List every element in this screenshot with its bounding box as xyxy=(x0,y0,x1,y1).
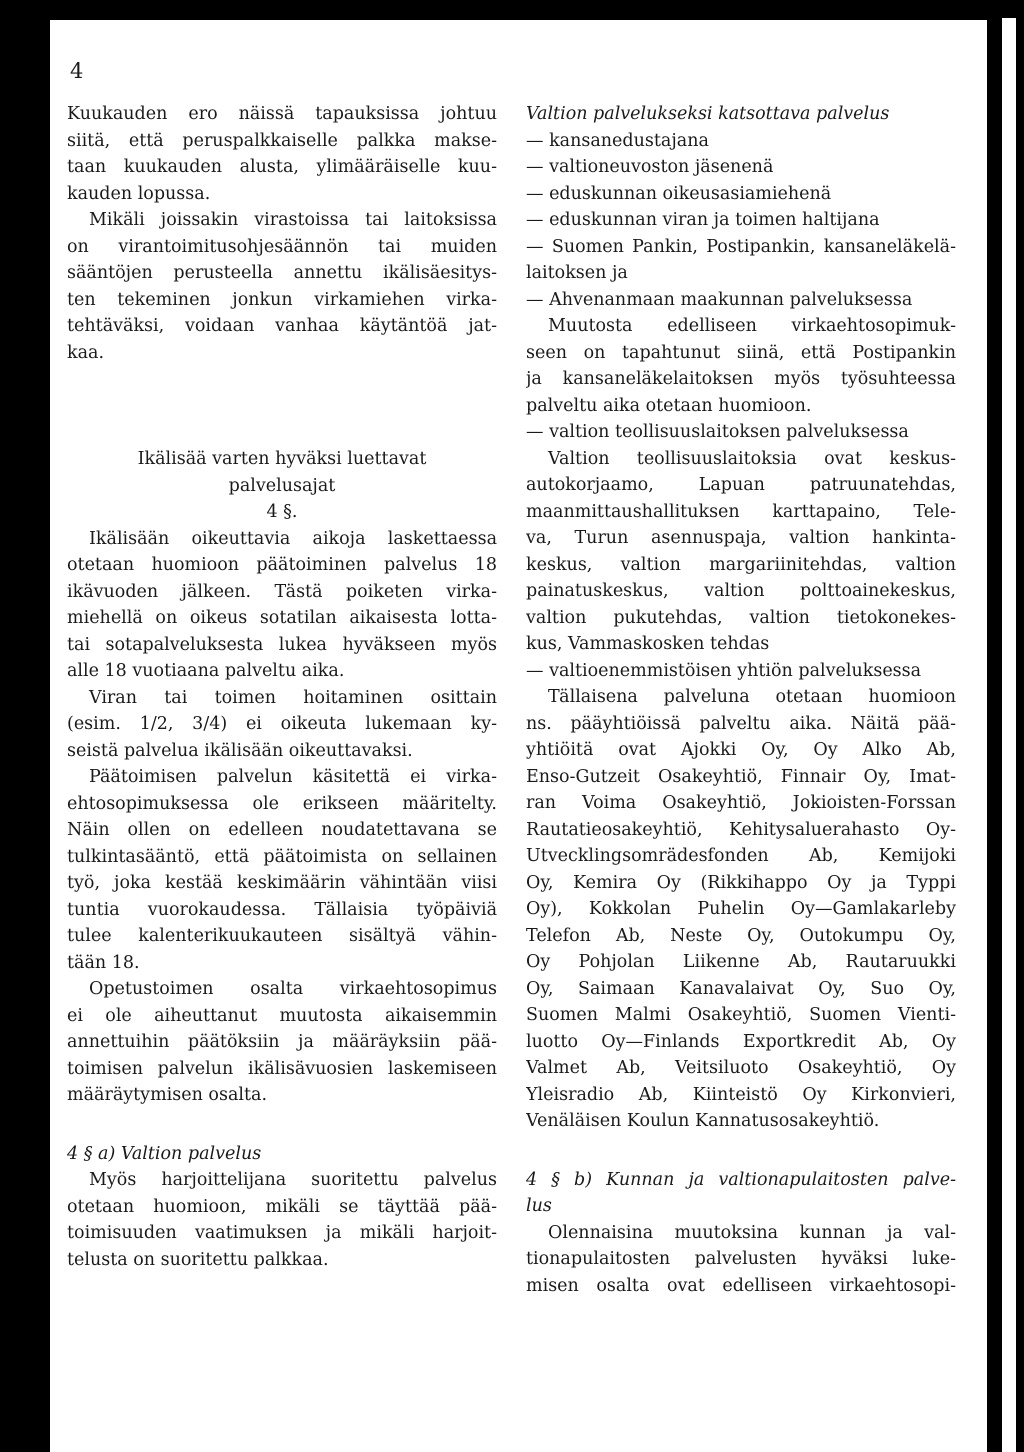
paragraph-line: toimisuuden vaatimuksen ja mikäli harjoit- xyxy=(67,1223,497,1243)
paragraph-line: palveltu aika otetaan huomioon. xyxy=(526,395,812,416)
paragraph-line: Olennaisina muutoksina kunnan ja val- xyxy=(548,1222,956,1243)
section-mark: 4 §. xyxy=(266,502,298,522)
paragraph-line: Telefon Ab, Neste Oy, Outokumpu Oy, xyxy=(526,925,956,946)
subsection-heading: 4 § b) Kunnan ja valtionapulaitosten palve- xyxy=(526,1169,956,1190)
paragraph-line: ei ole aiheuttanut muutosta aikaisemmin xyxy=(67,1005,497,1026)
paragraph-line: tuntia vuorokaudessa. Tällaisia työpäiviä xyxy=(67,899,497,920)
list-item: — eduskunnan viran ja toimen haltijana xyxy=(526,210,880,230)
paragraph-line: toimisen palvelun ikälisävuosien laskemiseen xyxy=(67,1058,497,1079)
paragraph-line: Venäläisen Koulun Kannatusosakeyhtiö. xyxy=(526,1111,880,1131)
paragraph-line: työ, joka kestää keskimäärin vähintään viisi xyxy=(67,873,497,893)
paragraph-line: Oy, Kemira Oy (Rikkihappo Oy ja Typpi xyxy=(526,872,956,893)
section-heading: Ikälisää varten hyväksi luettavat xyxy=(137,449,427,469)
paragraph-line: va, Turun asennuspaja, valtion hankinta- xyxy=(526,528,956,548)
paragraph-line: (esim. 1/2, 3/4) ei oikeuta lukemaan ky- xyxy=(67,714,497,734)
list-item: — valtion teollisuuslaitoksen palveluksessa xyxy=(526,422,909,442)
paragraph-line: kauden lopussa. xyxy=(67,183,211,204)
paragraph-line: tulkintasääntö, että päätoimista on sellainen xyxy=(67,846,497,867)
paragraph-line: painatuskeskus, valtion polttoainekeskus, xyxy=(526,581,956,601)
paragraph-line: otetaan huomioon, mikäli se täyttää pää- xyxy=(67,1196,497,1217)
paragraph-line: luotto Oy—Finlands Exportkredit Ab, Oy xyxy=(526,1031,956,1052)
paragraph-line: Ikälisään oikeuttavia aikoja laskettaessa xyxy=(89,528,497,549)
paragraph-line: määräytymisen osalta. xyxy=(67,1085,268,1105)
paragraph-line: alle 18 vuotiaana palveltu aika. xyxy=(67,661,345,681)
document-page xyxy=(50,20,987,1452)
paragraph-line: Oy Pohjolan Liikenne Ab, Rautaruukki xyxy=(526,952,956,972)
paragraph-line: otetaan huomioon päätoiminen palvelus 18 xyxy=(67,555,497,575)
list-item: — kansanedustajana xyxy=(526,130,709,151)
left-column xyxy=(67,101,497,1273)
paragraph-line: Utvecklingsomrädesfonden Ab, Kemijoki xyxy=(526,846,956,866)
paragraph-line: kaa. xyxy=(67,342,105,363)
paragraph-line: yhtiöitä ovat Ajokki Oy, Oy Alko Ab, xyxy=(526,740,956,760)
paragraph-line: ja kansaneläkelaitoksen myös työsuhteessa xyxy=(526,369,956,389)
paragraph-line: Oy), Kokkolan Puhelin Oy—Gamlakarleby xyxy=(526,899,956,919)
paragraph-line: Tällaisena palveluna otetaan huomioon xyxy=(548,687,956,707)
paragraph-line: autokorjaamo, Lapuan patruunatehdas, xyxy=(526,475,956,495)
paragraph-line: Yleisradio Ab, Kiinteistö Oy Kirkonvieri, xyxy=(526,1084,956,1105)
paragraph-line: seistä palvelua ikälisään oikeuttavaksi. xyxy=(67,740,413,761)
paragraph-line: Enso-Gutzeit Osakeyhtiö, Finnair Oy, Imat- xyxy=(526,766,956,787)
paragraph-line: Oy, Saimaan Kanavalaivat Oy, Suo Oy, xyxy=(526,978,956,999)
paragraph-line: ehtosopimuksessa ole erikseen määritelty. xyxy=(67,793,497,814)
paragraph-line: valtion pukutehdas, valtion tietokonekes- xyxy=(526,607,956,628)
paragraph-line: tään 18. xyxy=(67,952,140,973)
paragraph-line: Muutosta edelliseen virkaehtosopimuk- xyxy=(548,316,956,336)
paragraph-line: keskus, valtion margariinitehdas, valtion xyxy=(526,554,956,575)
paragraph-line: ns. pääyhtiöissä palveltu aika. Näitä pää- xyxy=(526,713,956,734)
paragraph-line: ikävuoden jälkeen. Tästä poiketen virka- xyxy=(67,581,497,602)
subsection-heading: 4 § a) Valtion palvelus xyxy=(67,1143,262,1164)
paragraph-line: taan kuukauden alusta, ylimääräiselle kuu- xyxy=(67,157,497,177)
paragraph-line: Näin ollen on edelleen noudatettavana se xyxy=(67,820,497,840)
scan-edge-strip xyxy=(1002,18,1016,1452)
paragraph-line: ten tekeminen jonkun virkamiehen virka- xyxy=(67,289,497,310)
paragraph-line: Rautatieosakeyhtiö, Kehitysaluerahasto Oy- xyxy=(526,819,956,840)
subsection-heading: Valtion palvelukseksi katsottava palvelus xyxy=(526,104,890,124)
paragraph-line: misen osalta ovat edelliseen virkaehtosopi- xyxy=(526,1275,956,1296)
paragraph-line: Viran tai toimen hoitaminen osittain xyxy=(89,687,497,708)
section-heading: palvelusajat xyxy=(228,475,336,496)
paragraph-line: tai sotapalveluksesta lukea hyväkseen myös xyxy=(67,634,497,655)
paragraph-line: Valtion teollisuuslaitoksia ovat keskus- xyxy=(548,448,956,469)
paragraph-line: miehellä on oikeus sotatilan aikaisesta lotta- xyxy=(67,608,497,628)
paragraph-line: telusta on suoritettu palkkaa. xyxy=(67,1249,329,1270)
page-number: 4 xyxy=(70,59,84,83)
paragraph-line: Suomen Malmi Osakeyhtiö, Suomen Vienti- xyxy=(526,1005,956,1025)
paragraph-line: tehtäväksi, voidaan vanhaa käytäntöä jat- xyxy=(67,316,497,336)
right-column xyxy=(526,101,956,1299)
paragraph-line: Kuukauden ero näissä tapauksissa johtuu xyxy=(67,104,497,124)
paragraph-line: seen on tapahtunut siinä, että Postipankin xyxy=(526,342,956,363)
paragraph-line: tulee kalenterikuukauteen sisältyä vähin- xyxy=(67,926,497,946)
paragraph-line: tionapulaitosten palvelusten hyväksi luke- xyxy=(526,1249,956,1269)
list-item: — valtioneuvoston jäsenenä xyxy=(526,157,774,177)
list-item: laitoksen ja xyxy=(526,263,628,283)
paragraph-line: kus, Vammaskosken tehdas xyxy=(526,634,770,654)
paragraph-line: ran Voima Osakeyhtiö, Jokioisten-Forssan xyxy=(526,793,956,813)
list-item: — Suomen Pankin, Postipankin, kansaneläkelä- xyxy=(526,236,956,257)
paragraph-line: Myös harjoittelijana suoritettu palvelus xyxy=(89,1170,497,1190)
paragraph-line: sääntöjen perusteella annettu ikälisäesitys- xyxy=(67,263,497,283)
list-item: — eduskunnan oikeusasiamiehenä xyxy=(526,183,832,204)
paragraph-line: Mikäli joissakin virastoissa tai laitoksissa xyxy=(89,210,497,230)
list-item: — Ahvenanmaan maakunnan palveluksessa xyxy=(526,289,913,310)
paragraph-line: Opetustoimen osalta virkaehtosopimus xyxy=(89,979,497,999)
paragraph-line: Päätoimisen palvelun käsitettä ei virka- xyxy=(89,767,497,787)
paragraph-line: siitä, että peruspalkkaiselle palkka makse- xyxy=(67,130,497,151)
subsection-heading: lus xyxy=(526,1196,552,1216)
paragraph-line: on virantoimitusohjesäännön tai muiden xyxy=(67,236,497,257)
paragraph-line: annettuihin päätöksiin ja määräyksiin pää- xyxy=(67,1032,497,1052)
paragraph-line: Valmet Ab, Veitsiluoto Osakeyhtiö, Oy xyxy=(526,1058,956,1078)
paragraph-line: maanmittaushallituksen karttapaino, Tele- xyxy=(526,501,956,522)
list-item: — valtioenemmistöisen yhtiön palveluksessa xyxy=(526,660,922,681)
